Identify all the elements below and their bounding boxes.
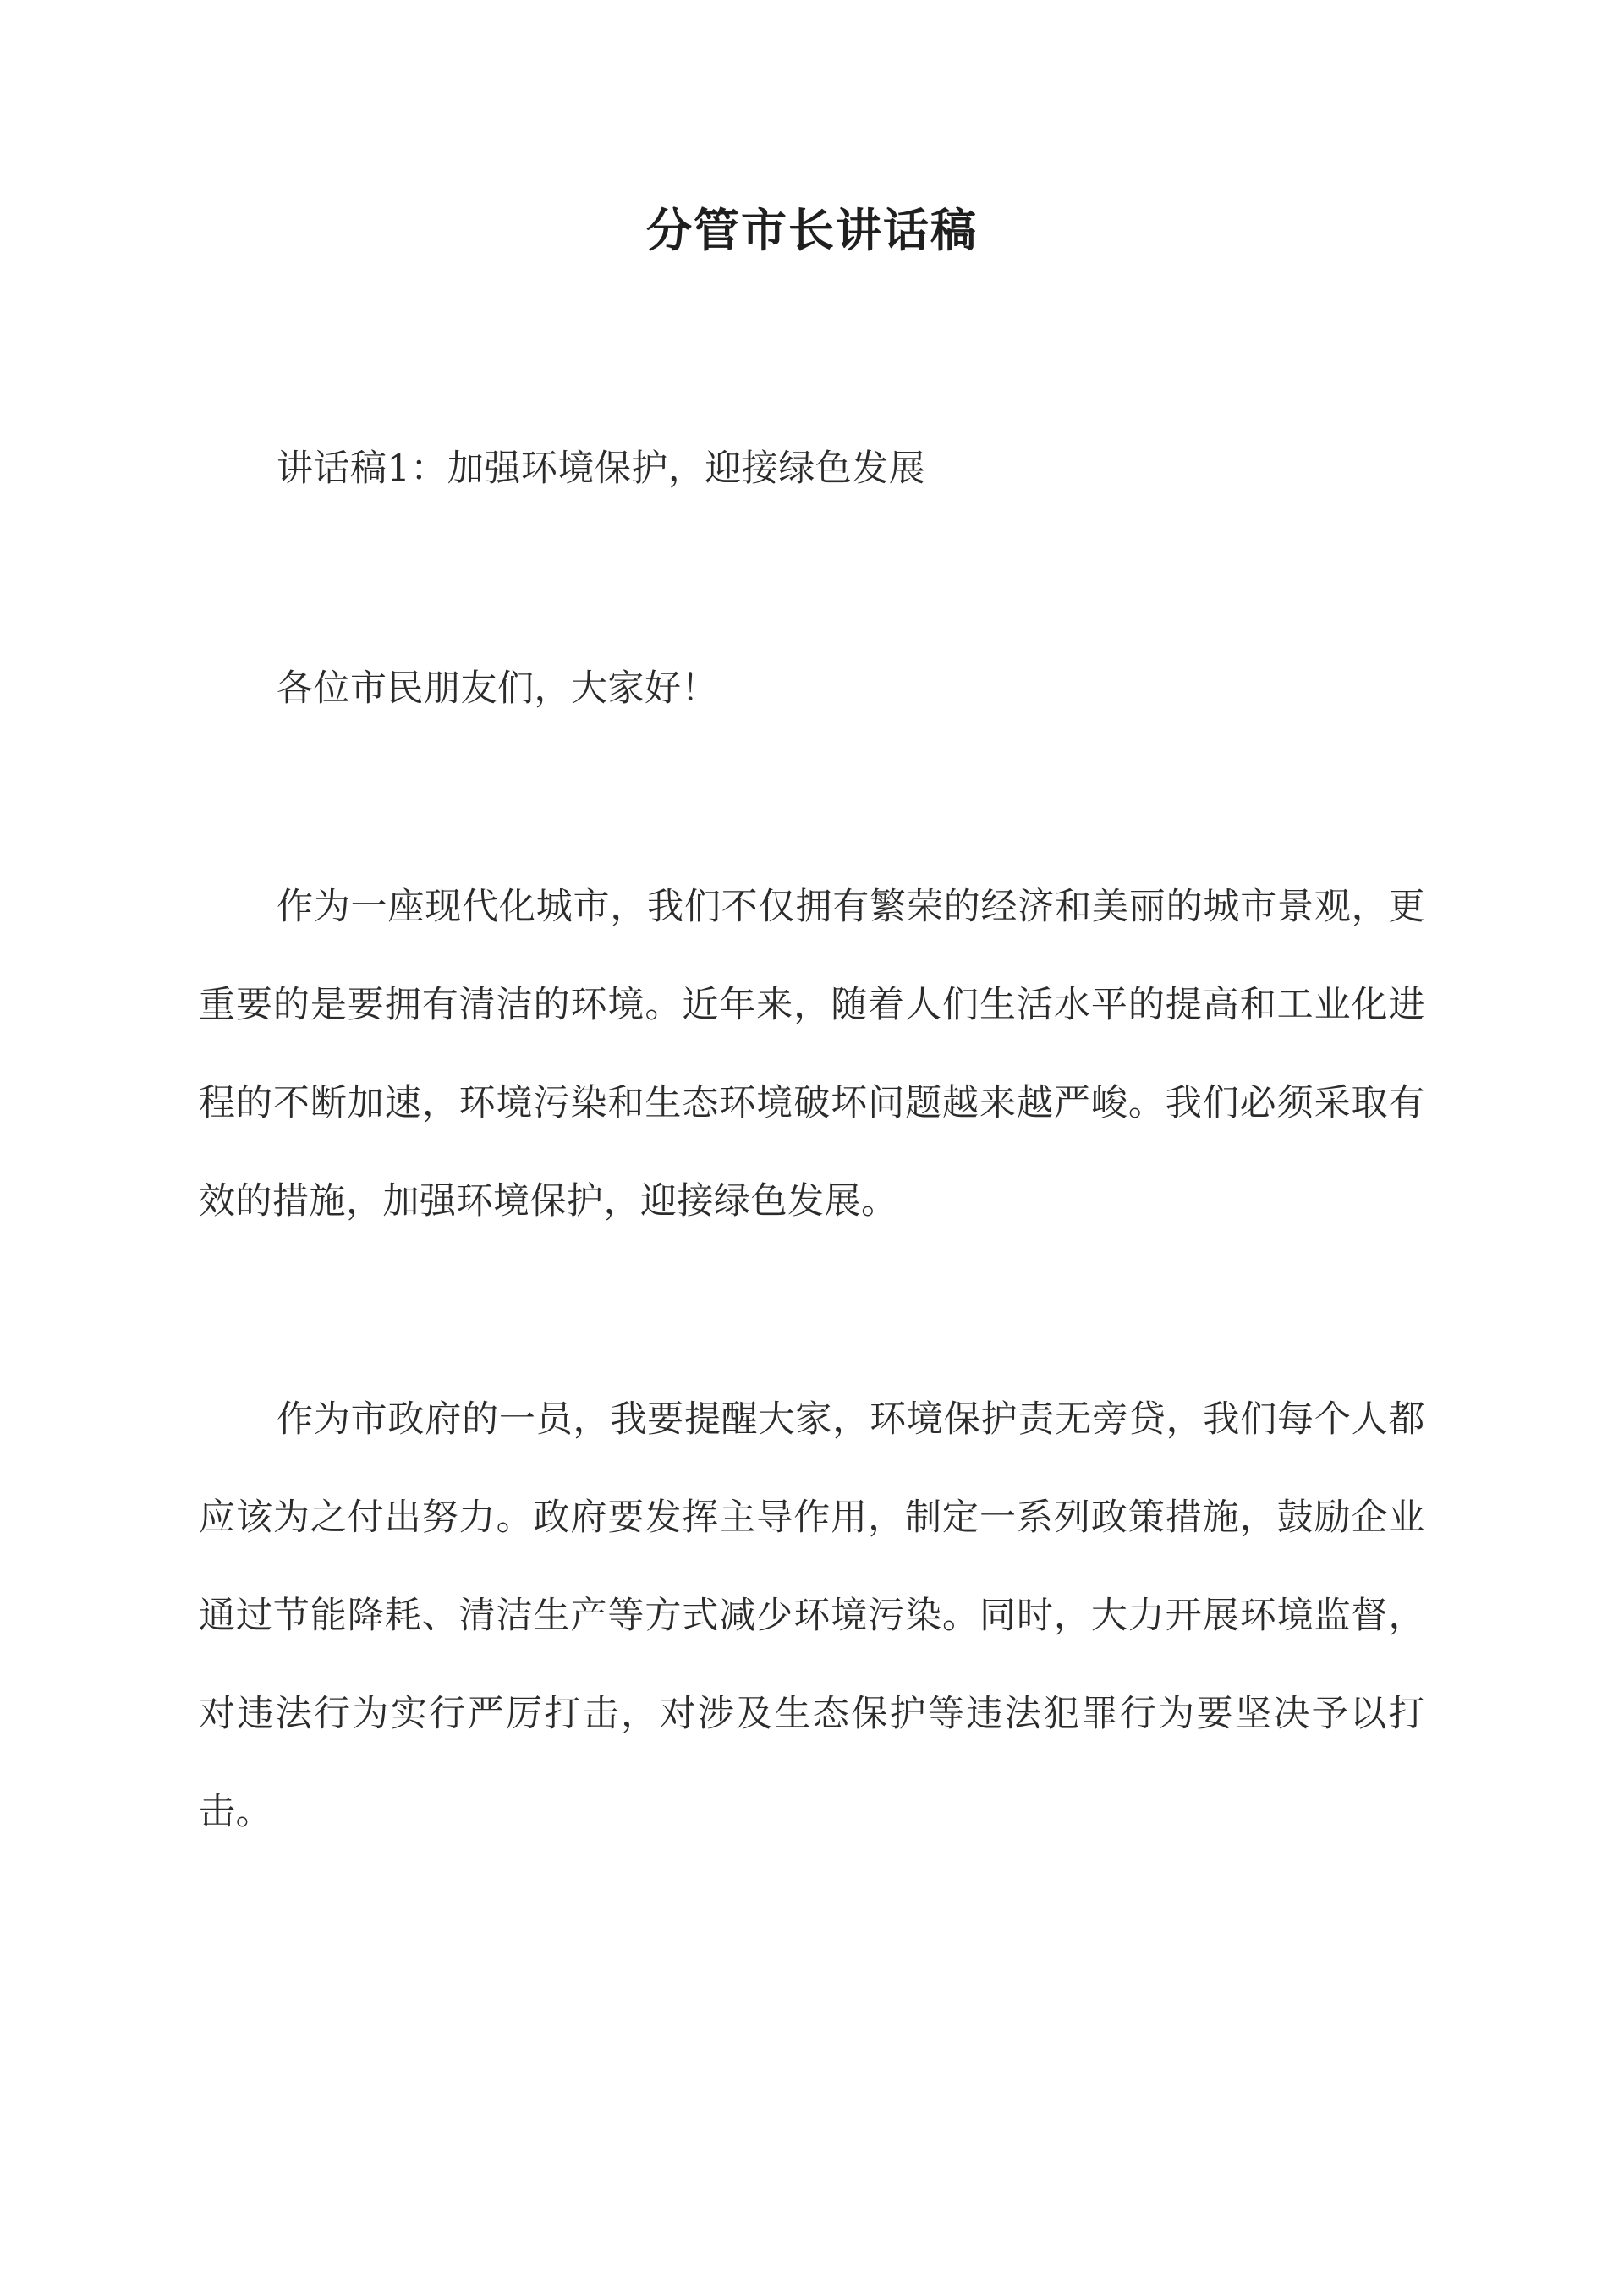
speech-heading: 讲话稿1：加强环境保护，迎接绿色发展 (277, 448, 926, 490)
greeting-paragraph: 各位市民朋友们，大家好！ (277, 667, 718, 710)
document-title: 分管市长讲话稿 (646, 203, 978, 257)
body-paragraph: 作为市政府的一员，我要提醒大家，环境保护责无旁贷，我们每个人都应该为之付出努力。政府要发挥主导作用，制定一系列政策措施，鼓励企业通过节能降耗、清洁生产等方式减少环境污染。同时，大力开展环境监督，对违法行为实行严厉打击，对涉及生态保护等违法犯罪行为要坚决予以打击。 (199, 1398, 1425, 1833)
body-paragraph: 作为一座现代化城市，我们不仅拥有繁荣的经济和美丽的城市景观，更重要的是要拥有清洁的环境。近年来，随着人们生活水平的提高和工业化进程的不断加速，环境污染和生态环境破坏问题越来越严峻。我们必须采取有效的措施，加强环境保护，迎接绿色发展。 (199, 886, 1425, 1222)
